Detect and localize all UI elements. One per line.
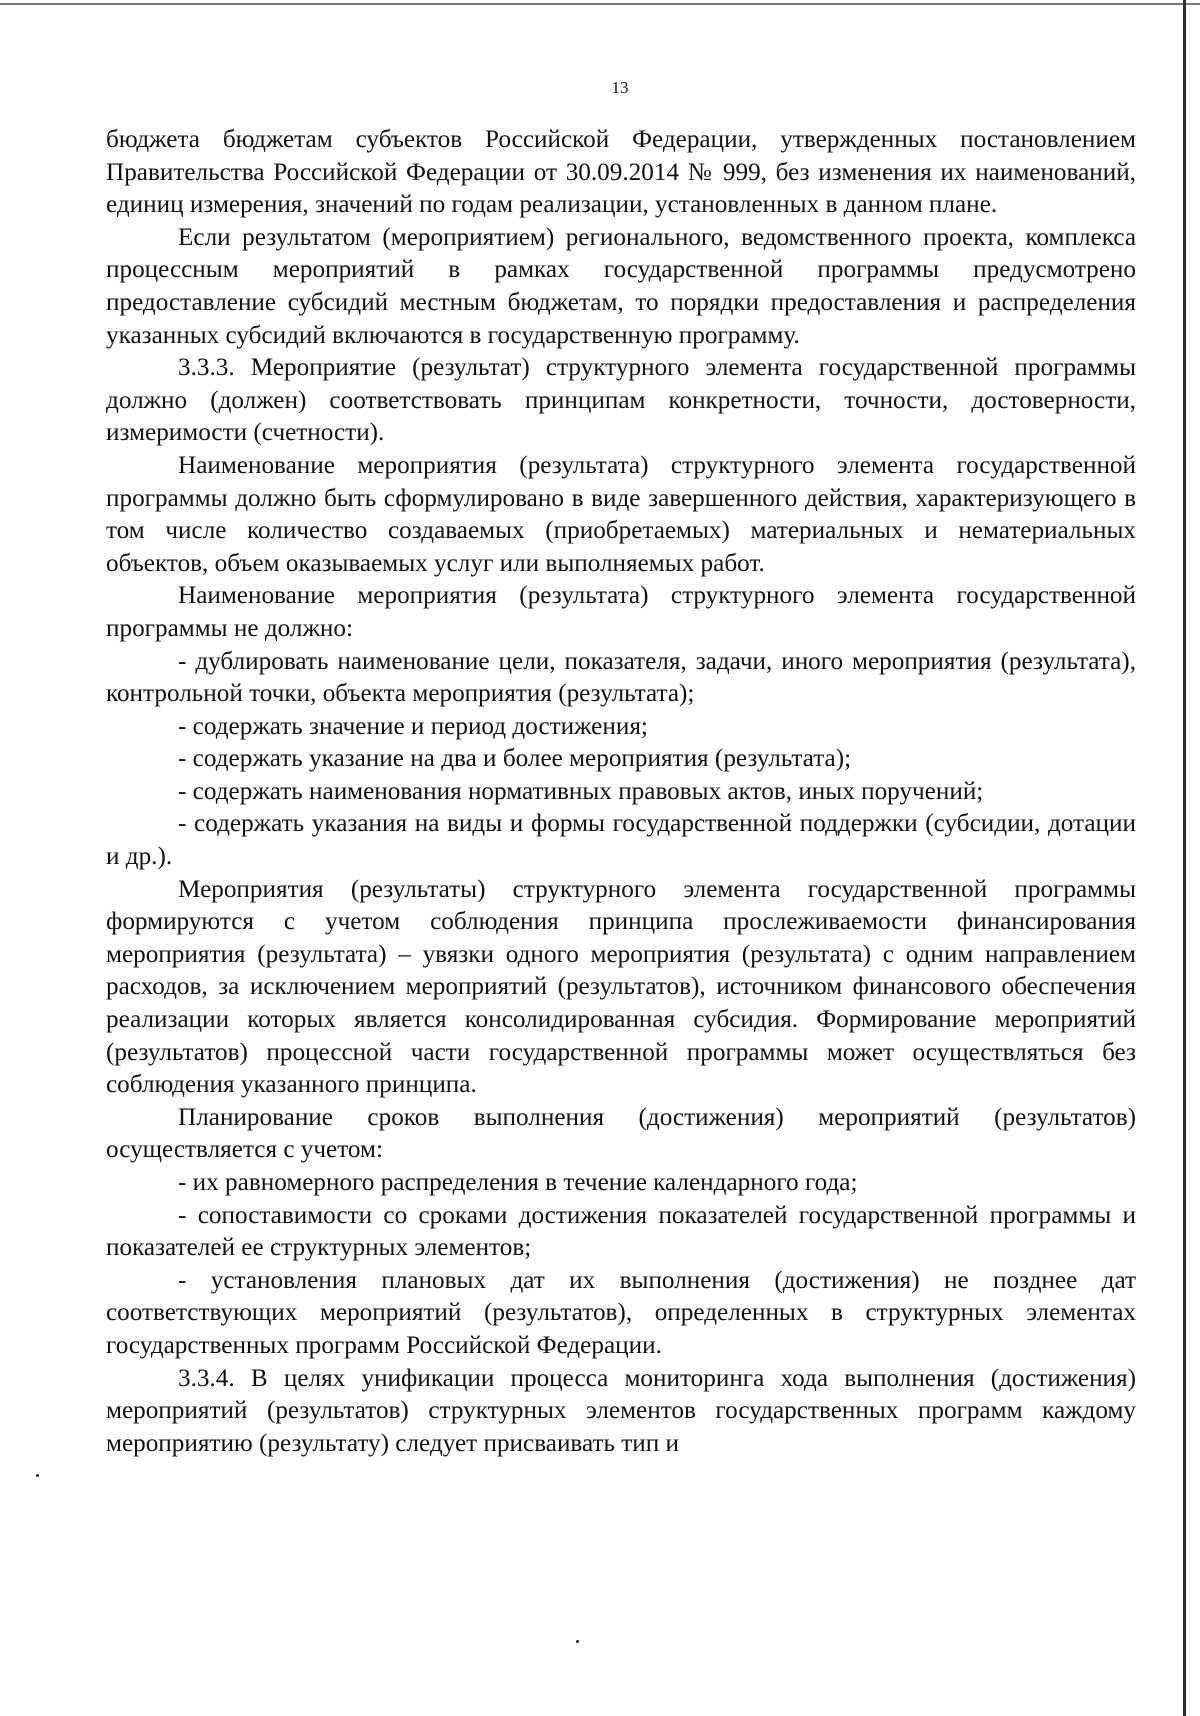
list-item-comparability: - сопоставимости со сроками достижения показателей государственной программы и показателей ее структурных элементов;	[106, 1201, 1136, 1262]
paragraph-naming-restrictions: Наименование мероприятия (результата) структурного элемента государственной программы не должно:	[106, 582, 1136, 642]
paragraph-subsidies: Если результатом (мероприятием) регионального, ведомственного проекта, комплекса процессным мероприятий в рамках государственной программы предусмотрено предоставление субсидий местным бюджетам, то порядки предоставления и распределения указанных субсидий включаются в государственную программу.	[106, 223, 1136, 349]
scan-speck-bottom	[576, 1640, 579, 1643]
scan-edge-top	[0, 3, 1200, 5]
list-item-duplicate: - дублировать наименование цели, показателя, задачи, иного мероприятия (результата), контрольной точки, объекта мероприятия (результата);	[106, 647, 1136, 708]
paragraph-naming-form: Наименование мероприятия (результата) структурного элемента государственной программы должно быть сформулировано в виде завершенного действия, характеризующего в том числе количество создаваемых (приобретаемых) материальных и нематериальных объектов, объем оказываемых услуг или выполняемых работ.	[106, 451, 1136, 577]
list-item-support-forms: - содержать указания на виды и формы государственной поддержки (субсидии, дотации и др.).	[106, 810, 1136, 871]
list-item-two-or-more: - содержать указание на два и более мероприятия (результата);	[178, 745, 852, 773]
paragraph-3-3-4: 3.3.4. В целях унификации процесса мониторинга хода выполнения (достижения) мероприятий (результатов) структурных элементов государственных программ каждому мероприятию (результату) следует присваивать тип и	[106, 1364, 1136, 1457]
document-body	[106, 124, 1136, 1460]
paragraph-continuation: бюджета бюджетам субъектов Российской Федерации, утвержденных постановлением Правительства Российской Федерации от 30.09.2014 № 999, без изменения их наименований, единиц измерения, значений по годам реализации, установленных в данном плане.	[106, 126, 1136, 219]
paragraph-3-3-3: 3.3.3. Мероприятие (результат) структурного элемента государственной программы должно (должен) соответствовать принципам конкретности, точности, достоверности, измеримости (счетности).	[106, 354, 1136, 447]
scan-speck-left	[36, 1474, 39, 1477]
list-item-even-distribution: - их равномерного распределения в течение календарного года;	[178, 1169, 858, 1196]
scan-edge-right	[1183, 0, 1186, 1716]
list-item-legal-acts: - содержать наименования нормативных правовых актов, иных поручений;	[178, 777, 984, 805]
list-item-value-period: - содержать значение и период достижения;	[178, 712, 648, 740]
page-number: 13	[611, 78, 629, 97]
paragraph-traceability: Мероприятия (результаты) структурного элемента государственной программы формируются с учетом соблюдения принципа прослеживаемости финансирования мероприятия (результата) – увязки одного мероприятия (результата) с одним направлением расходов, за исключением мероприятий (результатов), источником финансового обеспечения реализации которых является консолидированная субсидия. Формирование мероприятий (результатов) процессной части государственной программы может осуществляться без соблюдения указанного принципа.	[106, 875, 1136, 1099]
list-item-planned-dates: - установления плановых дат их выполнения (достижения) не позднее дат соответствующих мероприятий (результатов), определенных в структурных элементах государственных программ Российской Федерации.	[106, 1266, 1136, 1359]
paragraph-planning: Планирование сроков выполнения (достижения) мероприятий (результатов) осуществляется с учетом:	[106, 1103, 1136, 1164]
